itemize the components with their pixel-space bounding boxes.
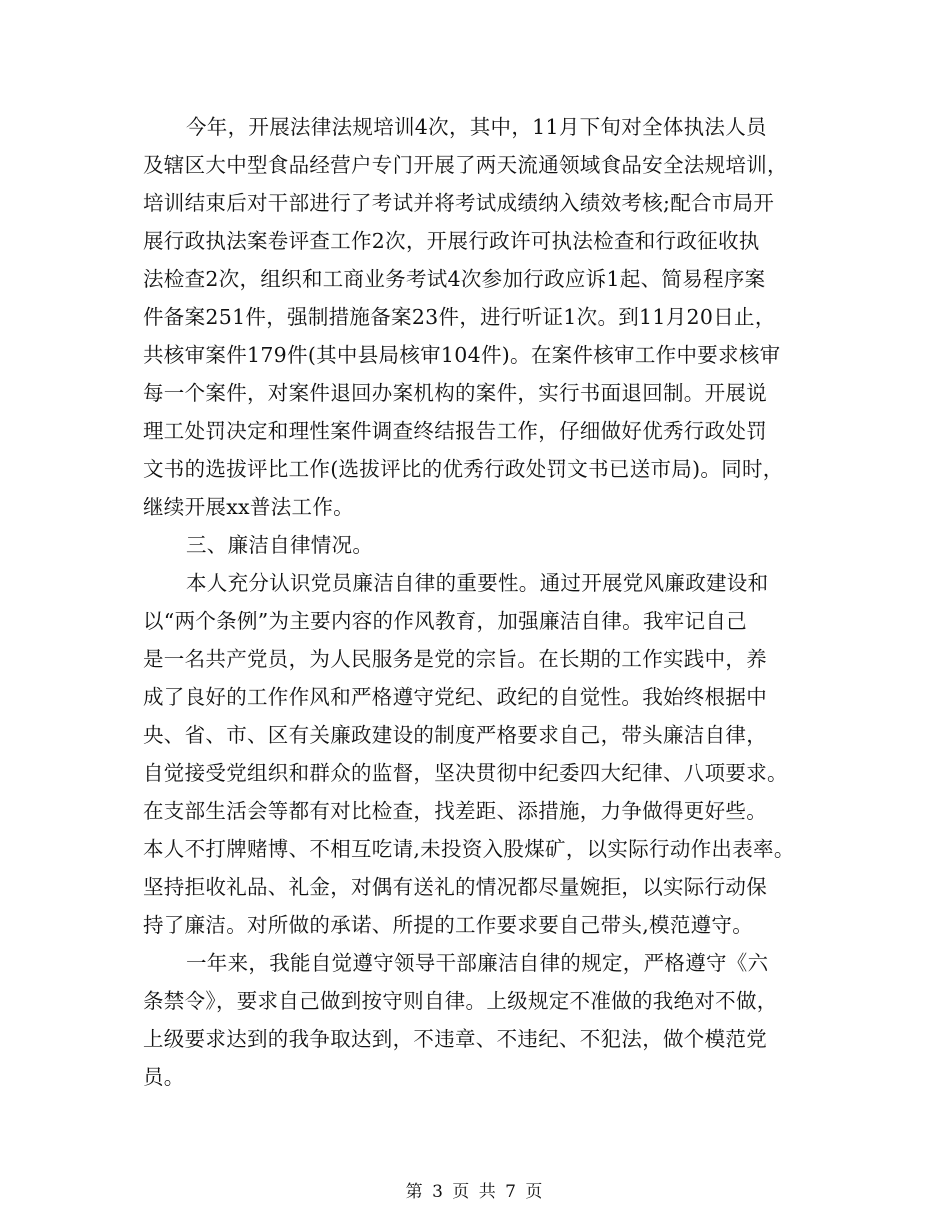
paragraph-line: 件备案251件，强制措施备案23件，进行听证1次。到11月20日止，: [143, 305, 776, 329]
paragraph-line: 培训结束后对干部进行了考试并将考试成绩纳入绩效考核;配合市局开: [143, 191, 775, 215]
paragraph-line: 自觉接受党组织和群众的监督，坚决贯彻中纪委四大纪律、八项要求。: [143, 761, 788, 785]
paragraph-line: 一年来，我能自觉遵守领导干部廉洁自律的规定，严格遵守《六: [186, 951, 769, 975]
paragraph-line: 以“两个条例”为主要内容的作风教育，加强廉洁自律。我牢记自己: [143, 609, 747, 633]
paragraph-line: 文书的选拔评比工作(选拔评比的优秀行政处罚文书已送市局)。同时，: [143, 457, 784, 481]
paragraph-line: 本人不打牌赌博、不相互吃请,未投资入股煤矿，以实际行动作出表率。: [143, 837, 795, 861]
paragraph-line: 持了廉洁。对所做的承诺、所提的工作要求要自己带头,模范遵守。: [143, 913, 754, 937]
paragraph-line: 员。: [143, 1065, 185, 1089]
paragraph-line: 坚持拒收礼品、礼金，对偶有送礼的情况都尽量婉拒，以实际行动保: [143, 875, 767, 899]
paragraph-line: 展行政执法案卷评查工作2次，开展行政许可执法检查和行政征收执: [143, 229, 760, 253]
paragraph-line: 央、省、市、区有关廉政建设的制度严格要求自己，带头廉洁自律，: [143, 723, 767, 747]
paragraph-line: 今年，开展法律法规培训4次，其中，11月下旬对全体执法人员: [186, 115, 767, 139]
section-heading: 三、廉洁自律情况。: [186, 533, 374, 557]
paragraph-line: 本人充分认识党员廉洁自律的重要性。通过开展党风廉政建设和: [186, 571, 769, 595]
paragraph-line: 继续开展xx普法工作。: [143, 495, 354, 519]
paragraph-line: 条禁令》，要求自己做到按守则自律。上级规定不准做的我绝对不做，: [143, 989, 778, 1013]
paragraph-line: 理工处罚决定和理性案件调查终结报告工作，仔细做好优秀行政处罚: [143, 419, 767, 443]
paragraph-line: 及辖区大中型食品经营户专门开展了两天流通领域食品安全法规培训，: [143, 153, 788, 177]
paragraph-line: 共核审案件179件(其中县局核审104件)。在案件核审工作中要求核审: [143, 343, 781, 367]
paragraph-line: 在支部生活会等都有对比检查，找差距、添措施，力争做得更好些。: [143, 799, 767, 823]
page-number-footer: 第 3 页 共 7 页: [405, 1182, 545, 1202]
paragraph-line: 每一个案件，对案件退回办案机构的案件，实行书面退回制。开展说: [143, 381, 767, 405]
paragraph-line: 是一名共产党员，为人民服务是党的宗旨。在长期的工作实践中，养: [143, 647, 767, 671]
paragraph-line: 上级要求达到的我争取达到，不违章、不违纪、不犯法，做个模范党: [143, 1027, 767, 1051]
paragraph-line: 法检查2次，组织和工商业务考试4次参加行政应诉1起、简易程序案: [143, 267, 766, 291]
body-text: [143, 108, 833, 1096]
paragraph-line: 成了良好的工作作风和严格遵守党纪、政纪的自觉性。我始终根据中: [143, 685, 767, 709]
